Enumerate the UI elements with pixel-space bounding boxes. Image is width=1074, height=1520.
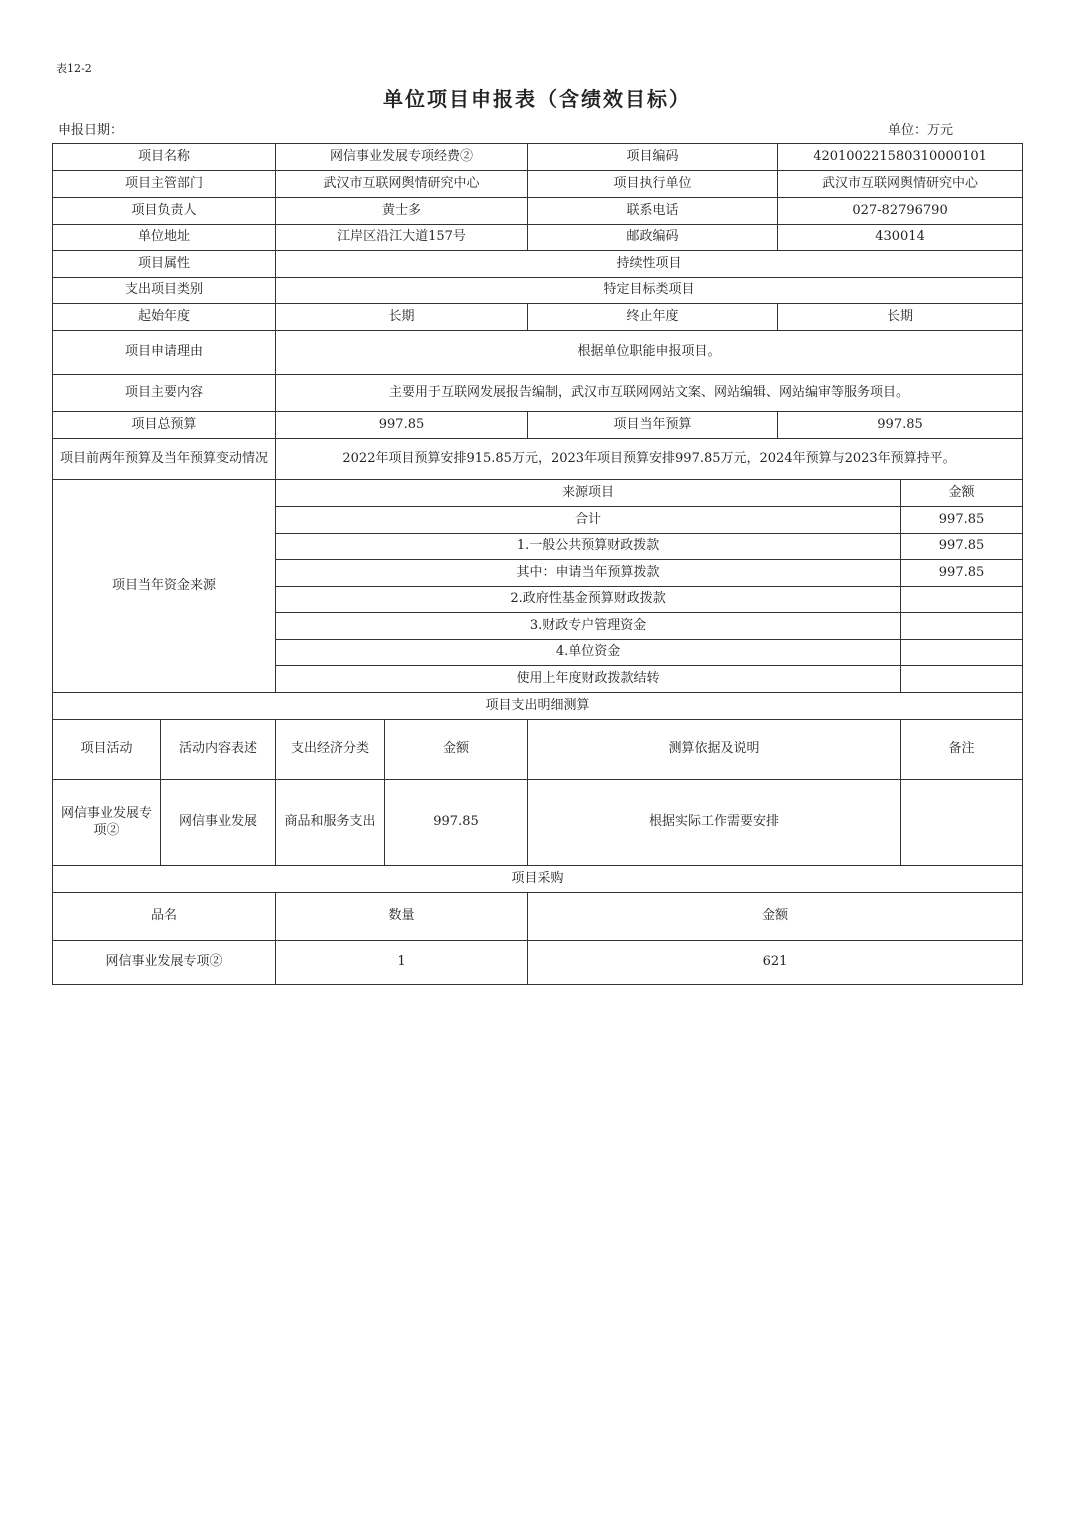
value-attribute: 持续性项目: [276, 251, 1023, 278]
row-reason: [53, 331, 1023, 375]
row-funding-header: [53, 480, 1023, 507]
label-attribute: 项目属性: [53, 251, 276, 278]
procurement-amount: 621: [528, 941, 1023, 985]
row-department: [53, 171, 1023, 198]
funding-source-amount: [901, 640, 1023, 666]
funding-source-name: 其中：申请当年预算拨款: [276, 560, 901, 587]
procurement-row: [53, 941, 1023, 985]
value-zip: 430014: [778, 225, 1023, 251]
label-funding-source: 项目当年资金来源: [53, 480, 276, 693]
row-address: [53, 225, 1023, 251]
detail-header-note: 备注: [901, 720, 1023, 780]
value-exec-unit: 武汉市互联网舆情研究中心: [778, 171, 1023, 198]
detail-header-desc: 活动内容表述: [161, 720, 276, 780]
label-content: 项目主要内容: [53, 375, 276, 412]
value-start-year: 长期: [276, 304, 528, 331]
label-total-budget: 项目总预算: [53, 412, 276, 439]
procurement-header-name: 品名: [53, 893, 276, 941]
funding-source-header: 来源项目: [276, 480, 901, 507]
label-leader: 项目负责人: [53, 198, 276, 225]
procurement-section-title: 项目采购: [53, 866, 1023, 893]
detail-activity: 网信事业发展专项②: [53, 780, 161, 866]
row-budget: [53, 412, 1023, 439]
label-project-name: 项目名称: [53, 144, 276, 171]
procurement-header-qty: 数量: [276, 893, 528, 941]
funding-source-name: 4.单位资金: [276, 640, 901, 666]
value-content: 主要用于互联网发展报告编制，武汉市互联网网站文案、网站编辑、网站编审等服务项目。: [276, 375, 1023, 412]
value-category: 特定目标类项目: [276, 278, 1023, 304]
label-end-year: 终止年度: [528, 304, 778, 331]
row-project-name: [53, 144, 1023, 171]
detail-amount: 997.85: [385, 780, 528, 866]
value-leader: 黄士多: [276, 198, 528, 225]
value-reason: 根据单位职能申报项目。: [276, 331, 1023, 375]
row-procurement-headers: [53, 893, 1023, 941]
label-address: 单位地址: [53, 225, 276, 251]
row-detail-headers: [53, 720, 1023, 780]
row-years: [53, 304, 1023, 331]
value-phone: 027-82796790: [778, 198, 1023, 225]
report-date-label: 申报日期：: [58, 123, 124, 138]
label-reason: 项目申请理由: [53, 331, 276, 375]
funding-source-amount: 997.85: [901, 560, 1023, 587]
row-attribute: [53, 251, 1023, 278]
label-project-code: 项目编码: [528, 144, 778, 171]
value-total-budget: 997.85: [276, 412, 528, 439]
funding-source-amount: [901, 666, 1023, 693]
form-number: 表12-2: [56, 62, 92, 75]
detail-row: [53, 780, 1023, 866]
row-detail-section: [53, 693, 1023, 720]
value-project-code: 42010022158031000010​1: [778, 144, 1023, 171]
row-budget-change: [53, 439, 1023, 480]
unit-label: 单位：万元: [888, 123, 954, 138]
detail-desc: 网信事业发展: [161, 780, 276, 866]
page-title: 单位项目申报表（含绩效目标）: [383, 87, 691, 111]
label-phone: 联系电话: [528, 198, 778, 225]
detail-note: [901, 780, 1023, 866]
label-exec-unit: 项目执行单位: [528, 171, 778, 198]
row-procurement-section: [53, 866, 1023, 893]
value-project-name: 网信事业发展专项经费②: [276, 144, 528, 171]
label-zip: 邮政编码: [528, 225, 778, 251]
detail-econ: 商品和服务支出: [276, 780, 385, 866]
detail-header-amount: 金额: [385, 720, 528, 780]
funding-source-name: 使用上年度财政拨款结转: [276, 666, 901, 693]
funding-source-name: 3.财政专户管理资金: [276, 613, 901, 640]
detail-section-title: 项目支出明细测算: [53, 693, 1023, 720]
value-year-budget: 997.85: [778, 412, 1023, 439]
detail-basis: 根据实际工作需要安排: [528, 780, 901, 866]
row-category: [53, 278, 1023, 304]
funding-source-amount: [901, 613, 1023, 640]
value-address: 江岸区沿江大道157号: [276, 225, 528, 251]
label-budget-change: 项目前两年预算及当年预算变动情况: [53, 439, 276, 480]
procurement-header-amount: 金额: [528, 893, 1023, 941]
value-end-year: 长期: [778, 304, 1023, 331]
row-leader: [53, 198, 1023, 225]
procurement-name: 网信事业发展专项②: [53, 941, 276, 985]
label-category: 支出项目类别: [53, 278, 276, 304]
detail-header-basis: 测算依据及说明: [528, 720, 901, 780]
detail-header-econ: 支出经济分类: [276, 720, 385, 780]
funding-source-name: 合计: [276, 507, 901, 534]
funding-source-amount: 997.85: [901, 534, 1023, 560]
funding-amount-header: 金额: [901, 480, 1023, 507]
funding-source-amount: [901, 587, 1023, 613]
funding-source-amount: 997.85: [901, 507, 1023, 534]
funding-source-name: 2.政府性基金预算财政拨款: [276, 587, 901, 613]
project-application-table: [52, 143, 1023, 985]
value-budget-change: 2022年项目预算安排915.85万元，2023年项目预算安排997.85万元，2024年预算与2023年预算持平。: [276, 439, 1023, 480]
funding-source-name: 1.一般公共预算财政拨款: [276, 534, 901, 560]
procurement-qty: 1: [276, 941, 528, 985]
row-content: [53, 375, 1023, 412]
label-start-year: 起始年度: [53, 304, 276, 331]
label-year-budget: 项目当年预算: [528, 412, 778, 439]
value-department: 武汉市互联网舆情研究中心: [276, 171, 528, 198]
label-department: 项目主管部门: [53, 171, 276, 198]
detail-header-activity: 项目活动: [53, 720, 161, 780]
